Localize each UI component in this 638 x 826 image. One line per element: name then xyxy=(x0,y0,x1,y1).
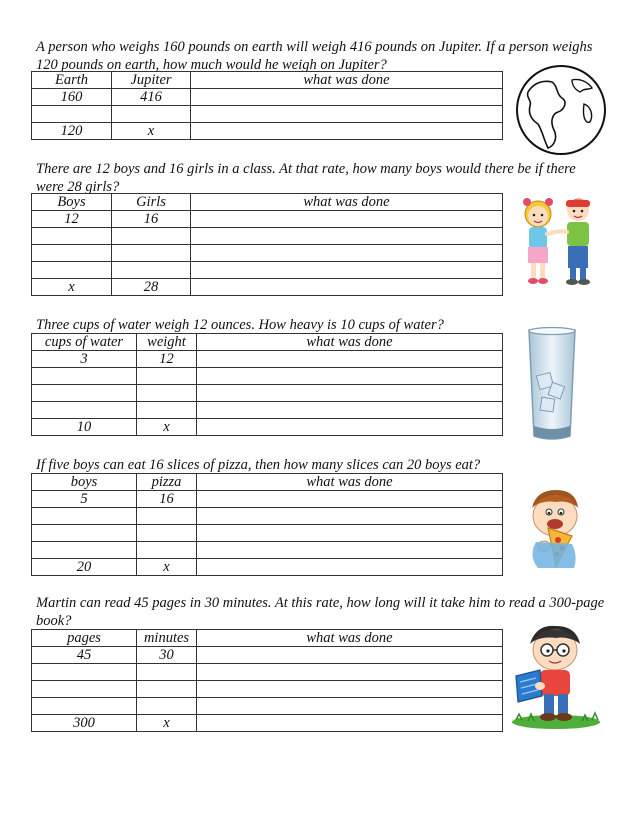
table-row xyxy=(32,351,503,368)
table-cell[interactable] xyxy=(137,664,197,681)
table-header-row xyxy=(32,334,503,351)
column-header: pages xyxy=(32,630,137,647)
table-cell[interactable] xyxy=(112,228,191,245)
table-cell[interactable] xyxy=(191,89,503,106)
table-row xyxy=(32,715,503,732)
table-cell[interactable] xyxy=(197,525,503,542)
table-cell[interactable]: 28 xyxy=(112,279,191,296)
table-cell[interactable]: 16 xyxy=(137,491,197,508)
table-cell[interactable] xyxy=(112,262,191,279)
earth-globe-image xyxy=(514,64,608,156)
table-cell[interactable] xyxy=(32,698,137,715)
table-cell[interactable] xyxy=(197,385,503,402)
table-cell[interactable] xyxy=(32,525,137,542)
table-cell[interactable] xyxy=(112,245,191,262)
column-header: Girls xyxy=(112,194,191,211)
table-cell[interactable] xyxy=(191,123,503,140)
problem-3-text: Three cups of water weigh 12 ounces. How heavy is 10 cups of water? xyxy=(36,317,444,333)
table-row xyxy=(32,491,503,508)
table-cell[interactable] xyxy=(32,262,112,279)
table-cell[interactable]: 300 xyxy=(32,715,137,732)
table-cell[interactable]: x xyxy=(137,419,197,436)
table-cell[interactable] xyxy=(197,402,503,419)
table-cell[interactable] xyxy=(137,525,197,542)
problem-4-table xyxy=(31,473,503,576)
table-cell[interactable] xyxy=(191,211,503,228)
table-cell[interactable] xyxy=(32,106,112,123)
table-cell[interactable] xyxy=(32,402,137,419)
table-cell[interactable]: 10 xyxy=(32,419,137,436)
table-row xyxy=(32,368,503,385)
table-cell[interactable] xyxy=(197,715,503,732)
problem-5-text: Martin can read 45 pages in 30 minutes. At this rate, how long will it take him to read a 300-page book? xyxy=(36,595,605,629)
table-cell[interactable]: 3 xyxy=(32,351,137,368)
column-header: what was done xyxy=(197,334,503,351)
table-row xyxy=(32,647,503,664)
table-row xyxy=(32,279,503,296)
table-cell[interactable] xyxy=(137,681,197,698)
problem-2-text: There are 12 boys and 16 girls in a class. At that rate, how many boys would there be if there were 28 girls? xyxy=(36,161,576,195)
table-cell[interactable]: 5 xyxy=(32,491,137,508)
glass-of-ice-water-image xyxy=(526,326,578,444)
column-header: Earth xyxy=(32,72,112,89)
table-row xyxy=(32,89,503,106)
girl-and-boy-image xyxy=(514,190,604,288)
table-row xyxy=(32,664,503,681)
table-cell[interactable]: 20 xyxy=(32,559,137,576)
table-cell[interactable] xyxy=(191,228,503,245)
table-cell[interactable] xyxy=(191,106,503,123)
table-cell[interactable]: x xyxy=(137,559,197,576)
column-header: boys xyxy=(32,474,137,491)
table-header-row xyxy=(32,474,503,491)
table-row xyxy=(32,542,503,559)
table-row xyxy=(32,525,503,542)
table-cell[interactable] xyxy=(197,647,503,664)
table-cell[interactable] xyxy=(32,542,137,559)
column-header: what was done xyxy=(191,72,503,89)
table-cell[interactable] xyxy=(197,419,503,436)
table-cell[interactable] xyxy=(137,385,197,402)
table-cell[interactable] xyxy=(32,508,137,525)
problem-3-table xyxy=(31,333,503,436)
table-cell[interactable] xyxy=(137,368,197,385)
table-cell[interactable]: 416 xyxy=(112,89,191,106)
table-row xyxy=(32,508,503,525)
table-row xyxy=(32,559,503,576)
table-cell[interactable] xyxy=(137,698,197,715)
table-row xyxy=(32,228,503,245)
table-cell[interactable]: x xyxy=(137,715,197,732)
column-header: Jupiter xyxy=(112,72,191,89)
table-cell[interactable]: 120 xyxy=(32,123,112,140)
column-header: what was done xyxy=(197,630,503,647)
column-header: weight xyxy=(137,334,197,351)
column-header: pizza xyxy=(137,474,197,491)
problem-4-text: If five boys can eat 16 slices of pizza, then how many slices can 20 boys eat? xyxy=(36,457,481,473)
column-header: cups of water xyxy=(32,334,137,351)
table-cell[interactable]: 45 xyxy=(32,647,137,664)
table-cell[interactable]: 12 xyxy=(137,351,197,368)
table-row xyxy=(32,419,503,436)
table-cell[interactable]: x xyxy=(32,279,112,296)
table-cell[interactable] xyxy=(32,368,137,385)
table-cell[interactable]: 16 xyxy=(112,211,191,228)
problem-2-table xyxy=(31,193,503,296)
table-header-row xyxy=(32,630,503,647)
table-cell[interactable] xyxy=(191,262,503,279)
table-cell[interactable] xyxy=(197,351,503,368)
table-cell[interactable] xyxy=(197,698,503,715)
table-cell[interactable] xyxy=(197,508,503,525)
table-cell[interactable] xyxy=(197,681,503,698)
table-cell[interactable] xyxy=(137,402,197,419)
table-cell[interactable] xyxy=(197,491,503,508)
table-cell[interactable] xyxy=(32,681,137,698)
table-row xyxy=(32,123,503,140)
table-cell[interactable] xyxy=(191,245,503,262)
table-cell[interactable] xyxy=(32,245,112,262)
table-cell[interactable] xyxy=(32,664,137,681)
boy-reading-book-image xyxy=(506,622,604,730)
table-cell[interactable]: 160 xyxy=(32,89,112,106)
column-header: Boys xyxy=(32,194,112,211)
table-row xyxy=(32,681,503,698)
table-header-row xyxy=(32,72,503,89)
table-row xyxy=(32,385,503,402)
problem-1-text: A person who weighs 160 pounds on earth will weigh 416 pounds on Jupiter. If a person weighs 120 pounds on earth, how much would he weigh on Jupiter? xyxy=(36,39,593,73)
table-cell[interactable] xyxy=(112,106,191,123)
column-header: what was done xyxy=(197,474,503,491)
table-cell[interactable]: 12 xyxy=(32,211,112,228)
table-header-row xyxy=(32,194,503,211)
table-cell[interactable] xyxy=(32,385,137,402)
table-row xyxy=(32,698,503,715)
column-header: what was done xyxy=(191,194,503,211)
table-row xyxy=(32,262,503,279)
table-cell[interactable] xyxy=(191,279,503,296)
table-cell[interactable] xyxy=(197,368,503,385)
table-cell[interactable] xyxy=(137,542,197,559)
table-row xyxy=(32,245,503,262)
table-cell[interactable] xyxy=(137,508,197,525)
problem-1-table xyxy=(31,71,503,140)
table-cell[interactable] xyxy=(197,559,503,576)
table-row xyxy=(32,402,503,419)
table-cell[interactable]: x xyxy=(112,123,191,140)
table-cell[interactable] xyxy=(197,542,503,559)
table-cell[interactable]: 30 xyxy=(137,647,197,664)
table-row xyxy=(32,211,503,228)
column-header: minutes xyxy=(137,630,197,647)
table-cell[interactable] xyxy=(197,664,503,681)
boy-eating-pizza-image xyxy=(522,486,588,570)
table-cell[interactable] xyxy=(32,228,112,245)
problem-5-table xyxy=(31,629,503,732)
table-row xyxy=(32,106,503,123)
